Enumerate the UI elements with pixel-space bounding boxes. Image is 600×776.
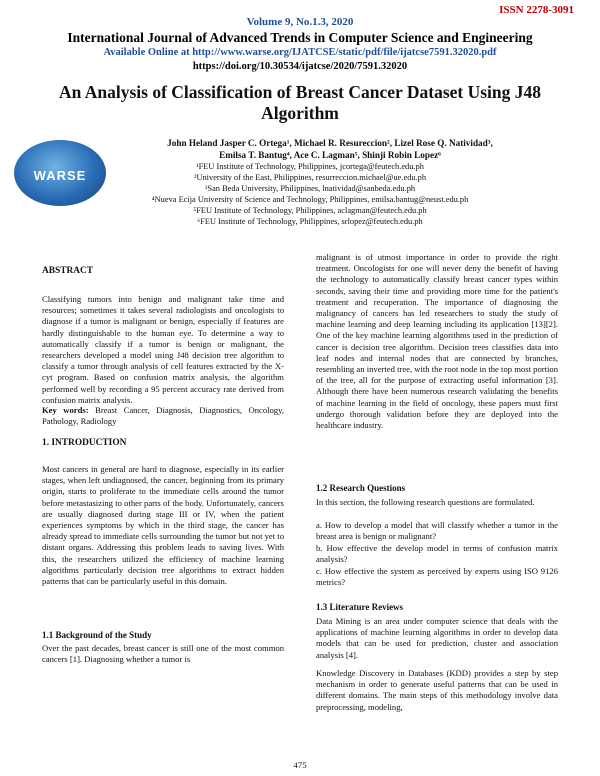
volume-label: Volume 9, No.1.3, 2020 <box>246 16 354 28</box>
logo-text: WARSE <box>33 168 87 183</box>
introduction-continued: malignant is of utmost importance in order to provide the right treatment. Oncologists for one will never deny the benefit of having the technology to automatically classify breast cancer types within seconds, saving their time and providing more time for the patient's treatment and recuperation. The importance of diagnosing the malignancy of cancers has led researchers to study the study of machine learning and deep learning including its application [13][2]. One of the key machine learning algorithms used in the prediction of cancer is decision tree algorithm. Decision trees classifies data into leaf nodes and internal nodes that are connected by branches, resembling an inverted tree, with the root node in the top most portion of the tree, all for the purpose of extracting useful information [3]. Although there have been numerous research validating the benefits of machine learning in the field of oncology, these papers must first undergo thorough validation before they are deployed into the healthcare industry. <box>316 252 558 431</box>
literature-paragraph-2: Knowledge Discovery in Databases (KDD) provides a step by step mechanism in order to generate useful patterns that can be used in different domains. The main steps of this methodology involve data preprocessing, modeling, <box>316 668 558 712</box>
affiliation-1: ¹FEU Institute of Technology, Philippines, jcortega@feutech.edu.ph <box>196 162 424 171</box>
paper-title: An Analysis of Classification of Breast Cancer Dataset Using J48 Algorithm <box>58 82 542 123</box>
authors-line-1: John Heland Jasper C. Ortega¹, Michael R. Resureccion², Lizel Rose Q. Natividad³, <box>167 138 493 148</box>
literature-heading: 1.3 Literature Reviews <box>316 602 404 612</box>
page-number: 475 <box>293 760 307 770</box>
affiliation-3: ³San Beda University, Philippines, lnatividad@sanbeda.edu.ph <box>204 184 416 193</box>
background-heading: 1.1 Background of the Study <box>42 630 152 640</box>
keywords-label: Key words: <box>42 405 89 415</box>
affiliation-4: ⁴Nueva Ecija University of Science and Technology, Philippines, emilsa.bantug@neust.edu.ph <box>151 195 469 204</box>
keywords-text: Breast Cancer, Diagnosis, Diagnostics, Oncology, Pathology, Radiology <box>42 405 284 427</box>
research-question-b: b. How effective the develop model in terms of confusion matrix analysis? <box>316 543 558 565</box>
author-list <box>110 137 550 161</box>
journal-title: International Journal of Advanced Trends in Computer Science and Engineering <box>67 30 533 45</box>
introduction-heading: 1. INTRODUCTION <box>42 438 127 448</box>
abstract-text: Classifying tumors into benign and malignant take time and resources; sometimes it takes several radiologists and oncologists to diagnose if a tumor is malignant or benign, especially if features are hardly distinguishable to the human eye. To determine a way to automatically classify if a tumor is benign or malignant, the researchers developed a model using J48 decision tree algorithm to classify a tumor through analysis of cell features extracted by the X-cyt program. Based on confusion matrix analysis, the algorithm performed well by recording a 95 percent accuracy rate derived from confusion matrix analysis. <box>42 294 284 405</box>
research-questions-intro: In this section, the following research questions are formulated. <box>316 497 535 507</box>
literature-paragraph-1: Data Mining is an area under computer science that deals with the applications of machine learning algorithms in order to develop data models that can be used for prediction, cluster and association analysis [4]. <box>316 616 558 660</box>
authors-line-2: Emilsa T. Bantug⁴, Ace C. Lagman⁵, Shinji Robin Lopez⁶ <box>219 150 441 160</box>
introduction-text: Most cancers in general are hard to diagnose, especially in its earlier stages, when left undiagnosed, the cancer, beginning from its primary origin, starts to proliferate to the immediate cells around the tumor before metastasizing to other parts of the body. Unfortunately, cancers are usually diagnosed during stage III or IV, when the patient experiences symptoms by which in the third stage, the cancer has already spread to immediate cells surrounding the tumor but not yet to distant organs. Addressing this problem leads to saving lives. With this, the researchers utilized the efficiency of machine learning algorithms particularly decision tree algorithms to extract hidden patterns that can be particularly useful in this domain. <box>42 464 284 587</box>
research-questions-heading: 1.2 Research Questions <box>316 483 406 493</box>
issn-label: ISSN 2278-3091 <box>499 4 574 16</box>
research-question-c: c. How effective the system as perceived by experts using ISO 9126 metrics? <box>316 566 558 588</box>
background-text: Over the past decades, breast cancer is still one of the most common cancers [1]. Diagnosing whether a tumor is <box>42 643 284 665</box>
affiliation-2: ²University of the East, Philippines, resurreccion.michael@ue.edu.ph <box>193 173 427 182</box>
online-link[interactable]: Available Online at http://www.warse.org/IJATCSE/static/pdf/file/ijatcse7591.32020.pdf <box>103 47 497 58</box>
keywords <box>42 405 284 427</box>
research-question-a: a. How to develop a model that will classify whether a tumor in the breast area is benign or malignant? <box>316 520 558 542</box>
affiliation-5: ⁵FEU Institute of Technology, Philippines, aclagman@feutech.edu.ph <box>193 206 427 215</box>
doi-link[interactable]: https://doi.org/10.30534/ijatcse/2020/7591.32020 <box>192 61 408 72</box>
affiliation-6: ⁶FEU Institute of Technology, Philippines, srlopez@feutech.edu.ph <box>197 217 423 226</box>
abstract-heading: ABSTRACT <box>42 266 94 276</box>
